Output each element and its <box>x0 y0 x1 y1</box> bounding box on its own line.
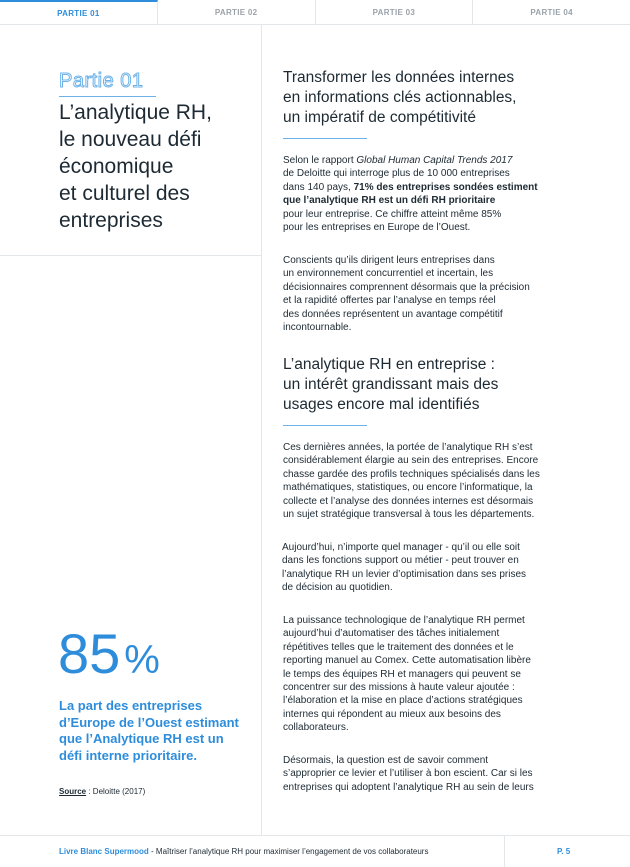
paragraph-line: un environnement concurrentiel et incertain, les <box>283 268 494 280</box>
chapter-title-line: le nouveau défi <box>59 128 202 151</box>
key-statistic <box>58 622 160 685</box>
paragraph-line: décisionnaires comprennent désormais que la précision <box>283 281 530 293</box>
paragraph-line <box>283 221 568 234</box>
text-run: pour leur entreprise. Ce chiffre atteint même 85% <box>283 208 502 220</box>
paragraph-line: Aujourd’hui, n’importe quel manager - qu’il ou elle soit <box>282 542 520 553</box>
paragraph-line: incontournable. <box>283 322 352 334</box>
left-section-divider <box>0 255 261 256</box>
paragraph-line: collaborateurs. <box>283 722 349 734</box>
text-run: pour les entreprises en Europe de l’Ouest. <box>283 222 471 234</box>
paragraph-4 <box>282 541 567 595</box>
heading-line: en informations clés actionnables, <box>283 89 517 106</box>
source-text: : Deloitte (2017) <box>86 787 146 796</box>
column-divider <box>261 24 262 835</box>
paragraph-line: Ces dernières années, la portée de l’analytique RH s’est <box>283 442 533 453</box>
tab-partie-01[interactable]: PARTIE 01 <box>0 0 158 24</box>
text-run: de Deloitte qui interroge plus de 10 000 entreprises <box>283 168 510 180</box>
heading-line: L’analytique RH en entreprise : <box>283 356 495 373</box>
chapter-title-line: L’analytique RH, <box>59 101 212 124</box>
paragraph-line: entreprises qui adoptent l’analytique RH au sein de leurs <box>283 781 534 793</box>
text-run: Selon le rapport <box>283 155 357 166</box>
paragraph-1 <box>283 154 568 234</box>
paragraph-line: de décision au quotidien. <box>282 582 393 594</box>
paragraph-line: reporting manuel au Comex. Cette automatisation libère <box>283 655 531 667</box>
page-footer <box>0 835 630 867</box>
tab-partie-03[interactable]: PARTIE 03 <box>316 0 474 24</box>
heading-line: Transformer les données internes <box>283 69 515 86</box>
part-label-underline <box>59 96 156 97</box>
part-label: Partie 01 <box>59 70 144 92</box>
key-statistic-value: 85 <box>58 622 121 685</box>
page-number: P. 5 <box>557 847 571 856</box>
paragraph-line: internes qui répondent au mieux aux besoins des <box>283 708 501 720</box>
section-tabs <box>0 0 630 25</box>
tab-partie-04[interactable]: PARTIE 04 <box>530 7 573 17</box>
footer-brand: Livre Blanc Supermood <box>59 847 149 856</box>
paragraph-line <box>283 208 568 221</box>
paragraph-line: dans les fonctions support ou métier - peut trouver en <box>282 555 519 567</box>
tab-partie-02[interactable]: PARTIE 02 <box>158 0 316 24</box>
heading-line: usages encore mal identifiés <box>283 396 480 413</box>
paragraph-line: répétitives telles que le traitement des données et le <box>283 641 514 653</box>
paragraph-line: La puissance technologique de l’analytique RH permet <box>283 615 525 626</box>
text-run: Global Human Capital Trends 2017 <box>356 155 513 166</box>
heading-line: un impératif de compétitivité <box>283 109 476 126</box>
paragraph-line: mathématiques, statistiques, ou encore l’informatique, la <box>283 482 533 494</box>
paragraph-line: l’analytique RH un levier d’optimisation dans ses prises <box>282 568 527 580</box>
heading-rule <box>283 425 367 426</box>
paragraph-line: aujourd’hui d’automatiser des tâches initialement <box>283 628 500 640</box>
key-statistic-description: La part des entreprises d’Europe de l’Ouest estimant que l’Analytique RH est un défi interne prioritaire. <box>59 698 239 763</box>
paragraph-6 <box>283 754 568 794</box>
heading-rule <box>283 138 367 139</box>
source-note <box>59 787 145 796</box>
text-run: que l’analytique RH est un défi RH prioritaire <box>283 195 496 207</box>
chapter-title <box>59 99 254 234</box>
chapter-title-line: économique <box>59 155 174 178</box>
paragraph-line: et la rapidité offertes par l’analyse en temps réel <box>283 295 496 307</box>
footer-separator <box>504 836 505 867</box>
section-heading-2 <box>283 355 568 415</box>
paragraph-line: Désormais, la question est de savoir comment <box>283 755 489 766</box>
paragraph-line <box>283 154 568 167</box>
paragraph-line: l’élaboration et la mise en place d’actions stratégiques <box>283 695 523 707</box>
key-statistic-unit: % <box>124 638 160 682</box>
paragraph-line: le temps des équipes RH et managers qui peuvent se <box>283 668 521 680</box>
paragraph-5 <box>283 614 568 735</box>
paragraph-line <box>283 181 568 194</box>
paragraph-line: considérablement élargie au sein des entreprises. Encore <box>283 455 539 467</box>
text-run: 71% des entreprises sondées estiment <box>353 181 538 193</box>
paragraph-2 <box>283 254 568 334</box>
chapter-title-line: entreprises <box>59 209 163 232</box>
paragraph-line: chasse gardée des profils techniques spécialisés dans les <box>283 468 540 480</box>
source-label: Source <box>59 787 87 796</box>
text-run: dans 140 pays, <box>283 181 354 193</box>
footer-subtitle: - Maîtriser l’analytique RH pour maximiser l’engagement de vos collaborateurs <box>148 847 429 856</box>
paragraph-3 <box>283 441 568 521</box>
section-heading-1 <box>283 68 568 128</box>
paragraph-line: s’approprier ce levier et l’utiliser à bon escient. Car si les <box>283 768 533 780</box>
paragraph-line: des données représentent un avantage compétitif <box>283 308 503 320</box>
paragraph-line <box>283 167 568 180</box>
chapter-title-line: et culturel des <box>59 182 190 205</box>
footer-caption <box>59 847 428 856</box>
heading-line: un intérêt grandissant mais des <box>283 376 499 393</box>
paragraph-line: un sujet stratégique transversal à tous les départements. <box>283 509 535 521</box>
paragraph-line <box>283 194 568 207</box>
paragraph-line: collecte et l’analyse des données internes est désormais <box>283 495 534 507</box>
paragraph-line: Conscients qu’ils dirigent leurs entreprises dans <box>283 255 495 266</box>
paragraph-line: concentrer sur des missions à haute valeur ajoutée : <box>283 682 515 694</box>
